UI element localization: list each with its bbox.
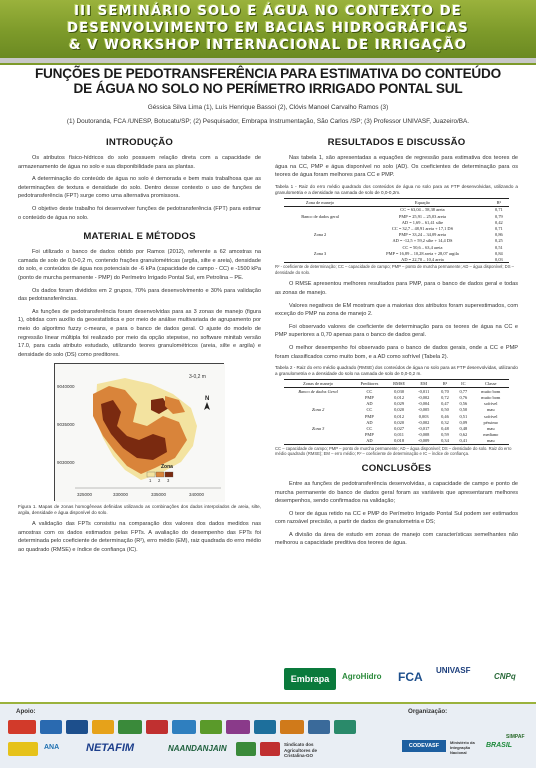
table-1 — [284, 198, 509, 264]
table-cell: 0,32 — [441, 419, 449, 425]
table-cell: muito bom — [481, 388, 501, 394]
embrapa-logo: Embrapa — [284, 668, 336, 690]
sponsor-logo — [118, 720, 142, 734]
table-row: AD = 1,69 – 61,41 silte 0,42 — [401, 219, 503, 225]
conclusions-paragraph-1: Entre as funções de pedotransferência desenvolvidas, a capacidade de campo e ponto de murcha permanente do banco de dados geral foram as variáveis que apresentaram melhores desempenhos, sendo confirmados na validação; — [275, 480, 518, 505]
table-zone-cell: Banco de dados geral — [301, 213, 339, 219]
table-cell: mediano — [483, 432, 499, 438]
sponsor-logo — [92, 720, 114, 734]
table-cell: 0,59 — [441, 432, 449, 438]
table-2 — [284, 379, 509, 445]
ana-logo: ANA — [44, 744, 60, 751]
table-row: Zona 3 PMP = 16,89 – 10,28 areia + 28,07 argila 0,84 — [284, 250, 509, 256]
table-zone-cell: Zona 2 — [313, 232, 327, 238]
table-row: Zona 2 PMP = 33,24 – 34,09 areia 0,86 — [284, 232, 509, 238]
banner-line-3: & V WORKSHOP INTERNACIONAL DE IRRIGAÇÃO — [68, 38, 468, 53]
table-2-header: RMSE — [387, 380, 412, 388]
table-cell: 0,09 — [459, 419, 468, 425]
methods-paragraph-1: Foi utilizado o banco de dados obtido por Ramos (2012), referente a 62 amostras na camada de solo de 0,0-0,2 m, contendo frações granulométricas (argila, silte e areia), densidade do solo, e conteúdos de água nos potenciais de -6 kPa (capacidade de campo - CC) e -1500 kPa (ponto de murcha permanente - PMP) do Perímetro Irrigado Pontal Sul, em Petrolina – PE. — [18, 249, 261, 281]
univasf-logo: UNIVASF — [436, 666, 471, 675]
table-1-header: R² — [489, 198, 509, 206]
event-banner — [0, 0, 536, 58]
table-cell: PMP — [364, 432, 374, 438]
table-row: AD = 22,70 – 10,4 areia 0,03 — [284, 256, 509, 263]
table-cell: 0,011 — [394, 432, 404, 438]
sponsor-logo — [8, 720, 36, 734]
table-cell: sofrível — [484, 413, 498, 419]
sponsor-logo — [236, 742, 256, 756]
table-cell: AD — [366, 401, 373, 407]
sponsor-footer — [0, 702, 536, 768]
table-cell: 0,48 — [441, 425, 449, 431]
x-tick-1: 325000 — [77, 492, 93, 498]
x-tick-4: 340000 — [189, 492, 205, 498]
table-cell: -0,004 — [418, 401, 430, 407]
table-zone-cell — [284, 438, 352, 445]
codevasf-logo: CODEVASF — [402, 740, 446, 752]
zone-map-figure — [54, 363, 224, 501]
table-2-header: R² — [436, 380, 454, 388]
table-cell: sofrível — [484, 401, 498, 407]
map-layer-label: 3-0,2 m — [189, 374, 206, 381]
apoio-label: Apoio: — [16, 708, 36, 715]
sindicato-logo: Sindicato dos Agricultores de Cristalina-GO — [284, 742, 318, 758]
table-zone-cell: Banco de dados Geral — [298, 388, 338, 394]
results-paragraph-3: Valores negativos de EM mostram que a maiorias dos atributos foram superestimados, com exceção do PMP na zona de manejo 2. — [275, 302, 518, 318]
sponsor-logo — [334, 720, 356, 734]
table-2-header: IC — [454, 380, 472, 388]
table-1-note: R² - coeficiente de determinação; CC – capacidade de campo; PMP – ponto de murcha permanente; AD – água disponível; DS – densidade do solo. — [275, 264, 514, 275]
table-cell: 0,50 — [441, 407, 449, 413]
table-zone-cell: Zona 2 — [311, 407, 325, 413]
y-tick-3: 9030000 — [57, 460, 75, 466]
validation-paragraph: A validação das FPTs consistiu na comparação dos valores dos dados medidos nas amostras com os dados estimados pelas FPTs. A avaliação do desempenho das FPTs foi determinada pelo coeficiente de determinação (R²), erro médio (EM), raiz quadrada do erro médio ao quadrado (RMSE) e índice de confiança (IC). — [18, 521, 261, 554]
intro-paragraph-3: O objetivo deste trabalho foi desenvolver funções de pedotransferência (FPT) para estimar o conteúdo de água no solo. — [18, 205, 261, 221]
table-cell: 0,62 — [459, 432, 468, 438]
left-column — [18, 137, 261, 559]
agrohidro-logo: AgroHidro — [342, 672, 382, 681]
zone-2-swatch — [156, 472, 164, 477]
table-cell: 0,77 — [459, 388, 468, 394]
brasil-logo: BRASIL — [486, 742, 513, 749]
table-cell: 0,41 — [454, 438, 472, 445]
table-row — [284, 438, 509, 445]
conclusions-heading: CONCLUSÕES — [361, 462, 432, 474]
table-cell: 0,030 — [394, 388, 405, 394]
table-1-header: Zona de manejo — [284, 198, 356, 206]
cnpq-logo: CNPq — [494, 672, 516, 681]
results-paragraph-4: Foi observado valores de coeficiente de determinação para os teores de água na CC e PMP superiores a 0,70 apenas para o banco de dados geral. — [275, 323, 518, 339]
methods-heading: MATERIAL E MÉTODOS — [83, 231, 196, 243]
sponsor-logo — [172, 720, 196, 734]
results-paragraph-1: Nas tabela 1, são apresentadas a equações de regressão para estimativa dos teores de água na CC, PMP e água disponível no solo (AD). Os coeficientes de determinação para os teores de água foram melhores para CC e PMP. — [275, 155, 518, 179]
table-zone-cell: Zona 3 — [313, 250, 327, 256]
results-heading: RESULTADOS E DISCUSSÃO — [327, 137, 466, 148]
sponsor-logo — [8, 742, 38, 756]
table-2-header: Zonas de manejo — [284, 380, 352, 388]
table-cell: CC — [366, 425, 373, 431]
zone-1-swatch — [147, 472, 155, 477]
zone-1-label: 1 — [149, 478, 152, 484]
sponsor-logo — [66, 720, 88, 734]
table-row: CC = 63,04 – 58,38 areia 0,71 — [400, 207, 503, 213]
results-paragraph-2: O RMSE apresentou melhores resultados para PMP, para o banco de dados geral e todas as zonas de manejo. — [275, 281, 518, 297]
table-cell: 0,56 — [459, 401, 468, 407]
table-cell: 0,020 — [394, 407, 405, 413]
zone-legend-title: Zona — [161, 464, 173, 471]
zone-2-label: 2 — [158, 478, 161, 484]
table-cell: -0,002 — [418, 419, 430, 425]
sponsor-logo — [254, 720, 276, 734]
table-cell: 0,012 — [394, 413, 405, 419]
table-2-note: CC – capacidade de campo; PMP – ponto de murcha permanente; AD – água disponível; DS – densidade do solo. Raiz do erro médio quadrado (RMSE); EM – erro médio; R² – coeficiente de determinação e IC – índice de confiança. — [275, 445, 512, 457]
sponsor-logo — [280, 720, 304, 734]
zone-3-swatch — [165, 472, 173, 477]
sponsor-logo — [308, 720, 330, 734]
results-paragraph-5: O melhor desempenho foi observado para o banco de dados gerais, onde a CC e PMP foram classificados como muito bom, e a AD como sofrível (Tabela 2). — [275, 345, 518, 360]
table-cell: muito bom — [481, 395, 501, 400]
table-cell: mau — [473, 438, 509, 445]
right-column — [275, 137, 518, 552]
table-cell: -0,008 — [418, 432, 430, 438]
table-cell: AD — [366, 419, 373, 425]
intro-paragraph-1: Os atributos físico-hídricos do solo possuem relação direta com a capacidade de armazenamento de água no solo e sua disponibilidade para as plantas. — [18, 155, 261, 170]
table-cell: PMP — [364, 413, 374, 419]
table-1-caption: Tabela 1 - Raiz do erro médio quadrado dos conteúdos de água no solo para as FTP desenvolvidas, utilizando a granulometria e a densidade na camada de solo de 0,0-0,2m. — [275, 183, 518, 195]
table-cell: -0,002 — [418, 395, 430, 400]
table-cell: 0,029 — [394, 401, 405, 407]
conclusions-paragraph-3: A divisão da área de estudo em zonas de manejo com características semelhantes não melhorou a capacidade preditiva dos teores de água. — [275, 531, 518, 547]
table-cell: mau — [486, 407, 495, 413]
table-cell: 0,50 — [459, 407, 468, 413]
table-cell: 0,46 — [441, 413, 449, 419]
fca-logo: FCA — [398, 670, 423, 684]
banner-line-2: DESENVOLVIMENTO EM BACIAS HIDROGRÁFICAS — [67, 21, 469, 36]
table-cell: péssimo — [483, 419, 498, 425]
banner-line-1: III SEMINÁRIO SOLO E ÁGUA NO CONTEXTO DE — [74, 4, 462, 19]
x-tick-3: 335000 — [151, 492, 167, 498]
methods-paragraph-2: Os dados foram divididos em 2 grupos, 70% para desenvolvimento e 30% para validação das pedotransferências. — [18, 287, 261, 303]
y-tick-2: 9035000 — [57, 422, 75, 428]
sponsor-logo — [260, 742, 280, 756]
authors: Géssica Silva Lima (1), Luís Henrique Bassoi (2), Clóvis Manoel Carvalho Ramos (3) — [147, 104, 389, 111]
north-arrow-label: N — [205, 396, 210, 403]
zone-3-label: 3 — [167, 478, 170, 484]
figure-1-caption: Figura 1. Mapas de zonas homogêneas definidas utilizando as combinações dos dados interpolados de areia, silte, argila, densidade e água disponível do solo. — [18, 504, 261, 516]
table-cell: CC — [366, 407, 373, 413]
table-cell: -0,017 — [418, 425, 430, 431]
table-1-header: Equação — [356, 198, 489, 206]
table-cell: 0,70 — [441, 388, 449, 394]
table-row: AD = -12,5 + 59,2 silte + 14,4 DS 0,25 — [392, 238, 503, 244]
table-cell: AD — [352, 438, 386, 445]
table-row: CC = 50,6 – 63,4 areia 0,51 — [402, 244, 503, 250]
methods-paragraph-3: As funções de pedotransferência foram desenvolvidas para as 3 zonas de manejo (figura 1), obtidas com auxílio da geoestatística e por meio de análise multivariada de agrupamento por meio do algoritmo fuzzy c-means, e para o banco de dados geral. O ajuste do modelo de regressão linear múltipla foi realizado por meio da opção stepwise, no software minitab versão 17.0, para cada atributo estudado, utilizando teores granulométricos (areia, silte e argila) e densidade do solo (DS) como preditores. — [18, 308, 261, 358]
table-cell: 0,51 — [459, 413, 468, 419]
table-cell: 0,012 — [394, 395, 405, 400]
organizacao-label: Organização: — [408, 708, 448, 715]
table-2-caption: Tabela 2 - Raiz do erro médio quadrado (RMSE) dos conteúdos de água no solo para as FTP desenvolvidas, utilizando a granulometria e a densidade do solo na camada de solo de 0,0-0,2 m. — [275, 365, 518, 377]
y-tick-1: 9040000 — [57, 384, 75, 390]
simpaf-logo: SIMPAF — [506, 734, 525, 740]
table-cell: 0,027 — [394, 425, 405, 431]
paper-title-line-1: FUNÇÕES DE PEDOTRANSFERÊNCIA PARA ESTIMATIVA DO CONTEÚDO — [34, 66, 502, 81]
partner-logos — [284, 664, 534, 694]
table-cell: -0,005 — [418, 407, 430, 413]
conclusions-paragraph-2: O teor de água retido na CC e PMP do Perímetro Irrigado Pontal Sul podem ser estimados com razoável precisão, a partir de dados de granulometria e DS; — [275, 510, 518, 526]
intro-heading: INTRODUÇÃO — [105, 137, 174, 148]
x-tick-2: 330000 — [113, 492, 129, 498]
table-2-header: EM — [412, 380, 436, 388]
table-cell: 0,018 — [387, 438, 412, 445]
table-cell: mau — [486, 425, 495, 431]
sponsor-logo — [40, 720, 62, 734]
table-cell: 0,76 — [459, 395, 468, 400]
table-cell: -0,011 — [418, 388, 430, 394]
table-cell: PMP — [364, 395, 374, 400]
table-cell: 0,003 — [418, 413, 429, 419]
sponsor-logo — [226, 720, 250, 734]
banner-band-accent — [0, 63, 536, 65]
table-2-header: Classe — [473, 380, 509, 388]
table-cell: 0,72 — [441, 395, 449, 400]
title-block — [10, 66, 526, 125]
affiliations: (1) Doutoranda, FCA /UNESP, Botucatu/SP; (2) Pesquisador, Embrapa Instrumentação, São Carlos /SP; (3) Professor UNIVASF, Juazeiro/BA. — [66, 118, 470, 125]
table-cell: CC — [366, 388, 373, 394]
table-cell: 0,34 — [436, 438, 454, 445]
table-zone-cell: Zona 3 — [311, 425, 325, 431]
table-cell: 0,47 — [441, 401, 449, 407]
sponsor-logo — [200, 720, 222, 734]
table-2-header: Preditores — [352, 380, 386, 388]
sponsor-logo — [146, 720, 168, 734]
naandanjain-logo: NAANDANJAIN — [168, 744, 227, 753]
netafim-logo: NETAFIM — [86, 742, 135, 754]
table-row — [284, 388, 509, 395]
paper-title-line-2: DE ÁGUA NO SOLO NO PERÍMETRO IRRIGADO PONTAL SUL — [73, 81, 463, 96]
table-row: Banco de dados geral PMP = 25,91 – 25,03 areia 0,79 — [284, 213, 509, 219]
ministerio-logo: Ministério da Integração Nacional — [450, 740, 475, 755]
intro-paragraph-2: A determinação do conteúdo de água no solo é demorada e bem mais trabalhosa que as determinações de textura e densidade do solo. Dentro desse contexto o uso de funções de pedotransferência (FPT) surge como uma alternativa promissora. — [18, 176, 261, 200]
table-row: CC = 32,7 – 48,91 areia + 17,1 DS 0,71 — [391, 225, 503, 231]
table-cell: 0,020 — [394, 419, 405, 425]
table-cell: 0,48 — [459, 425, 468, 431]
table-cell: -0,009 — [412, 438, 436, 445]
